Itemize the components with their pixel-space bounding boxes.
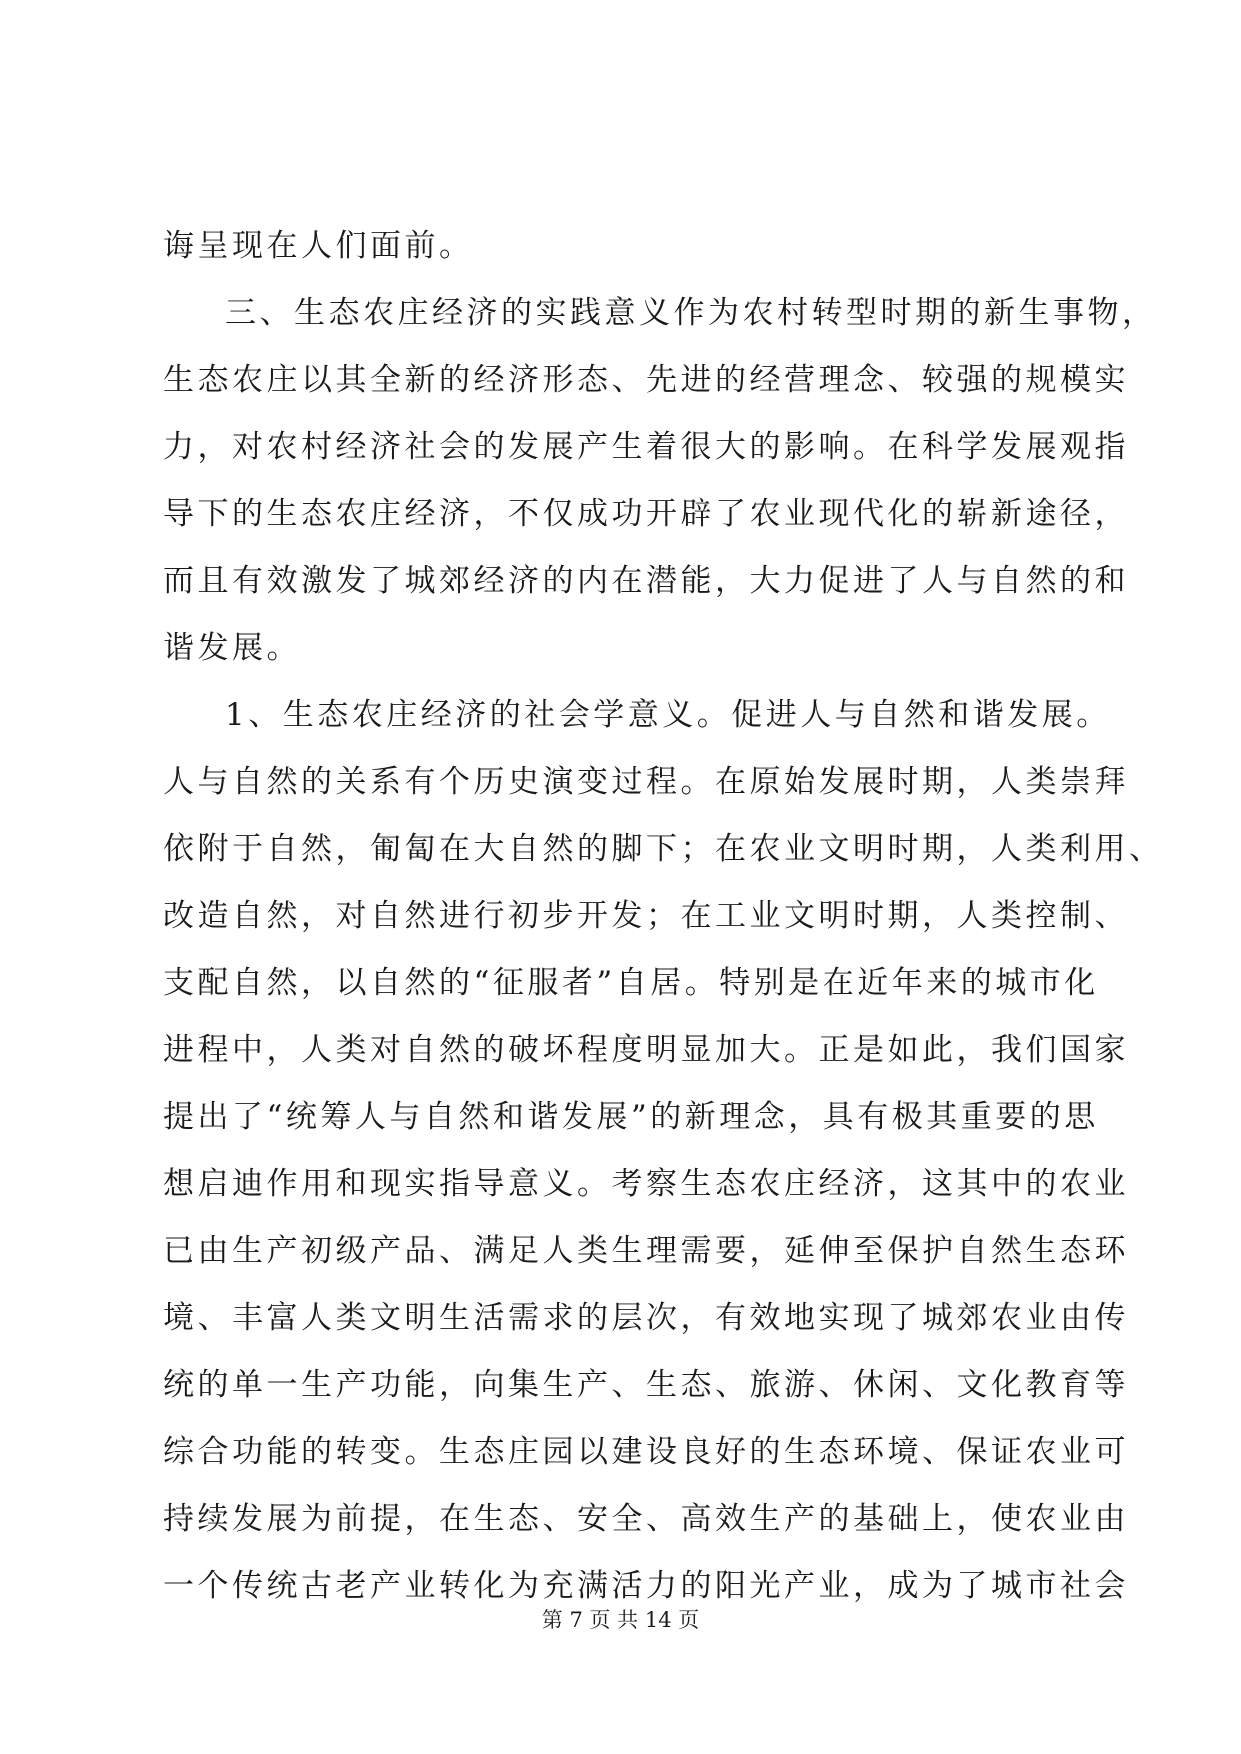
text-line: 谐发展。 xyxy=(163,630,301,666)
text-line: 提出了“统筹人与自然和谐发展”的新理念，具有极其重要的思 xyxy=(163,1099,1099,1135)
text-line: 进程中，人类对自然的破坏程度明显加大。正是如此，我们国家 xyxy=(163,1032,1129,1068)
text-line: 想启迪作用和现实指导意义。考察生态农庄经济，这其中的农业 xyxy=(163,1166,1129,1202)
text-line: 三、生态农庄经济的实践意义作为农村转型时期的新生事物， xyxy=(225,295,1157,331)
text-line: 诲呈现在人们面前。 xyxy=(163,228,474,264)
page-number-footer: 第 7 页 共 14 页 xyxy=(541,1608,700,1632)
text-line: 而且有效激发了城郊经济的内在潜能，大力促进了人与自然的和 xyxy=(163,563,1129,599)
text-line: 力，对农村经济社会的发展产生着很大的影响。在科学发展观指 xyxy=(163,429,1129,465)
text-line: 综合功能的转变。生态庄园以建设良好的生态环境、保证农业可 xyxy=(163,1434,1129,1470)
text-line: 支配自然，以自然的“征服者”自居。特别是在近年来的城市化 xyxy=(163,965,1099,1001)
text-line: 持续发展为前提，在生态、安全、高效生产的基础上，使农业由 xyxy=(163,1501,1129,1537)
text-line: 境、丰富人类文明生活需求的层次，有效地实现了城郊农业由传 xyxy=(163,1300,1129,1336)
text-line: 已由生产初级产品、满足人类生理需要，延伸至保护自然生态环 xyxy=(163,1233,1129,1269)
text-line: 一个传统古老产业转化为充满活力的阳光产业，成为了城市社会 xyxy=(163,1568,1129,1604)
text-line: 统的单一生产功能，向集生产、生态、旅游、休闲、文化教育等 xyxy=(163,1367,1129,1403)
text-line: 人与自然的关系有个历史演变过程。在原始发展时期，人类崇拜 xyxy=(163,764,1129,800)
text-line: 1、生态农庄经济的社会学意义。促进人与自然和谐发展。 xyxy=(225,697,1111,733)
text-line: 改造自然，对自然进行初步开发；在工业文明时期，人类控制、 xyxy=(163,898,1129,934)
text-line: 导下的生态农庄经济，不仅成功开辟了农业现代化的崭新途径， xyxy=(163,496,1129,532)
text-line: 生态农庄以其全新的经济形态、先进的经营理念、较强的规模实 xyxy=(163,362,1129,398)
text-line: 依附于自然，匍匐在大自然的脚下；在农业文明时期，人类利用、 xyxy=(163,831,1164,867)
